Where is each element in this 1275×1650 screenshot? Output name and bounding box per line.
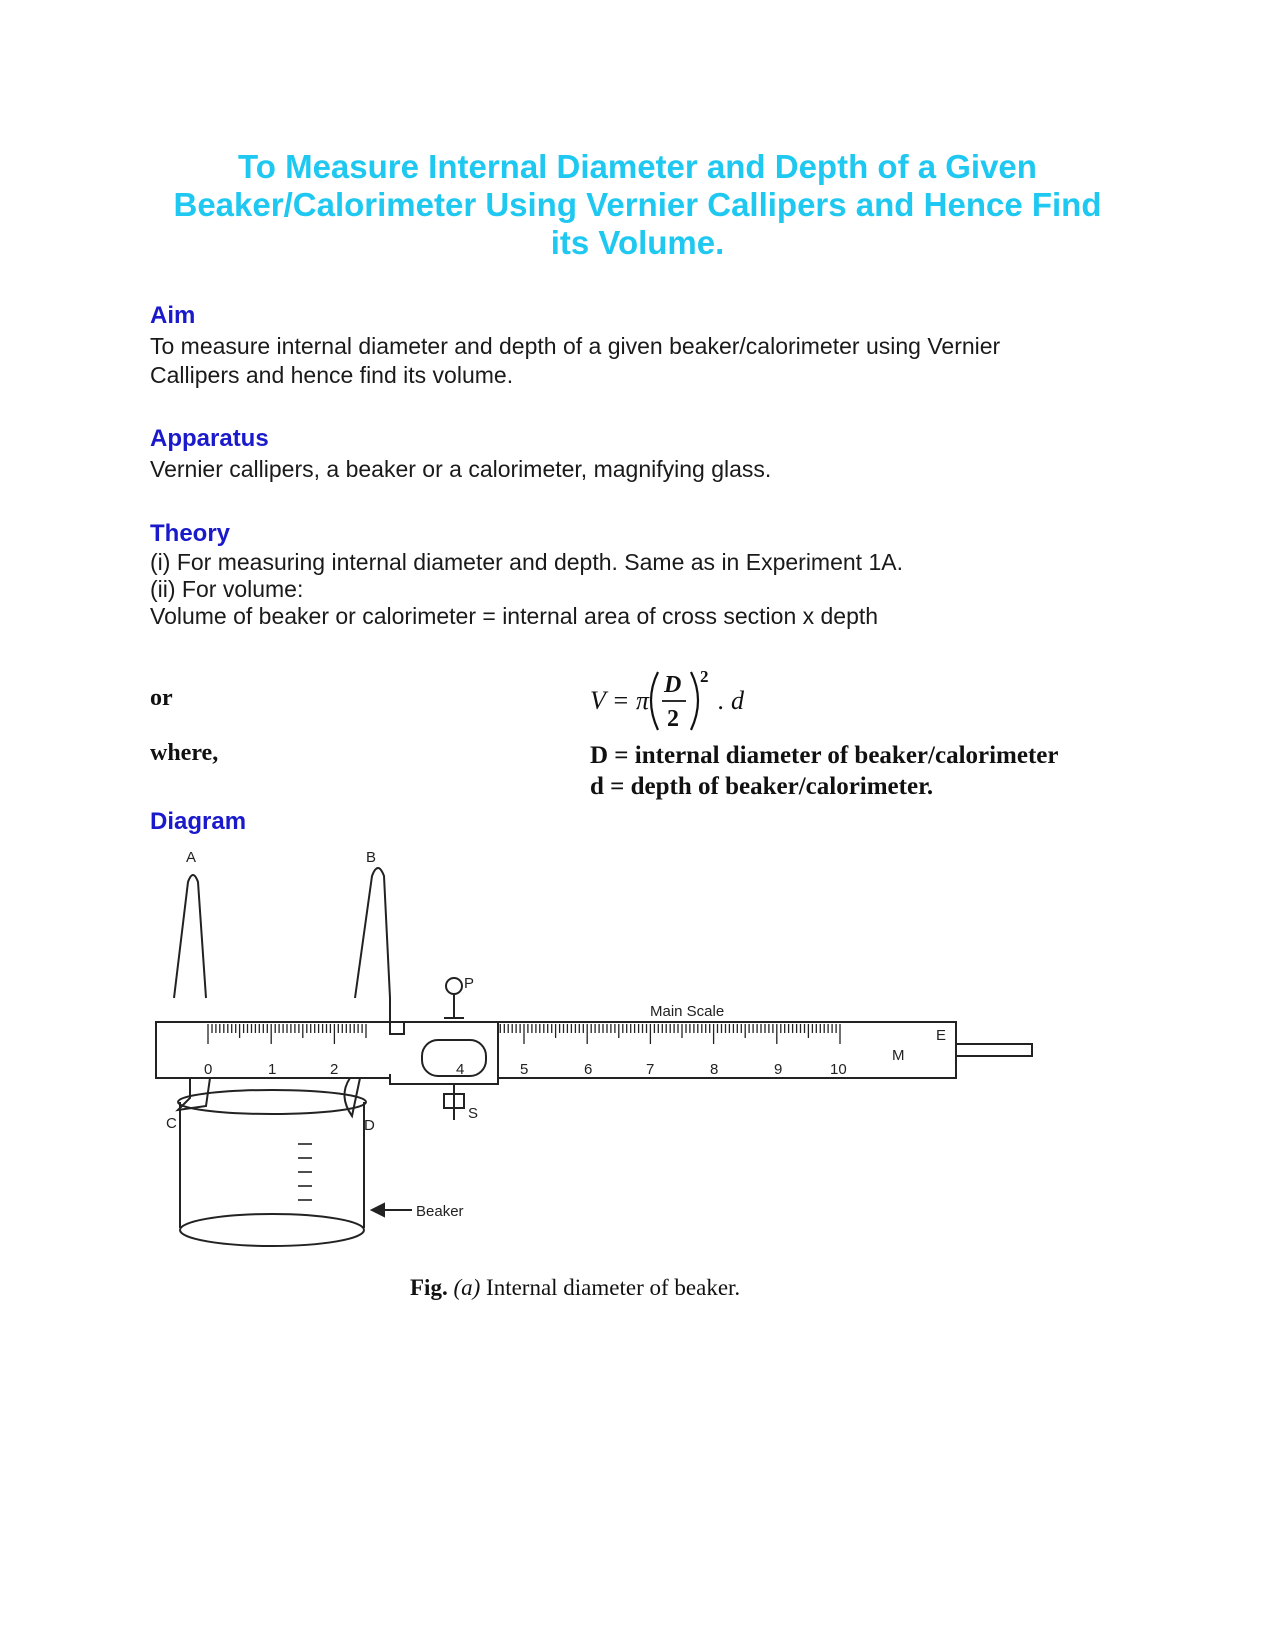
- upper-jaw-a: [174, 875, 206, 998]
- definition-diameter: D = internal diameter of beaker/calorimeter: [590, 742, 1059, 769]
- scale-number-8: 8: [710, 1061, 719, 1078]
- beaker-graduations: [298, 1144, 312, 1200]
- theory-heading: Theory: [150, 520, 231, 547]
- or-label: or: [150, 685, 173, 711]
- apparatus-text: Vernier callipers, a beaker or a calorimeter, magnifying glass.: [150, 456, 772, 482]
- beaker-pointer-arrowhead: [372, 1204, 384, 1216]
- upper-jaw-b: [355, 868, 390, 998]
- diagram-heading: Diagram: [150, 808, 247, 835]
- formula-exponent: 2: [700, 667, 709, 686]
- scale-number-9: 9: [774, 1061, 783, 1078]
- caption-bold: Fig.: [410, 1275, 448, 1300]
- caption-text: Internal diameter of beaker.: [480, 1275, 741, 1300]
- formula-numerator: D: [664, 672, 682, 698]
- label-p: P: [464, 975, 475, 992]
- aim-heading: Aim: [150, 302, 196, 329]
- vernier-window: [422, 1040, 486, 1076]
- scale-number-1: 1: [268, 1061, 277, 1078]
- volume-formula: [590, 662, 790, 742]
- formula-denominator: 2: [667, 706, 679, 732]
- formula-tail: . d: [718, 686, 744, 715]
- scale-number-7: 7: [646, 1061, 655, 1078]
- label-main-scale: Main Scale: [650, 1003, 725, 1020]
- label-c: C: [166, 1115, 177, 1132]
- variable-definitions: [590, 740, 1059, 802]
- scale-number-5: 5: [520, 1061, 529, 1078]
- beaker-base: [180, 1214, 364, 1246]
- label-e: E: [936, 1027, 947, 1044]
- depth-rod: [956, 1044, 1032, 1056]
- theory-line-2: (ii) For volume:: [150, 576, 304, 602]
- label-d: D: [364, 1117, 375, 1134]
- definition-depth: d = depth of beaker/calorimeter.: [590, 773, 934, 800]
- figure-caption: [410, 1275, 740, 1301]
- apparatus-heading: Apparatus: [150, 425, 269, 452]
- theory-text: [150, 548, 903, 631]
- scale-number-4: 4: [456, 1061, 465, 1078]
- scale-number-0: 0: [204, 1061, 213, 1078]
- label-a: A: [186, 849, 197, 866]
- title-line-3: its Volume.: [550, 224, 725, 261]
- page-title: [150, 148, 1125, 262]
- title-line-2: Beaker/Calorimeter Using Vernier Callipers and Hence Find: [173, 186, 1102, 223]
- aim-line-2: Callipers and hence find its volume.: [150, 362, 514, 388]
- label-m: M: [892, 1047, 905, 1064]
- theory-line-3: Volume of beaker or calorimeter = internal area of cross section x depth: [150, 603, 879, 629]
- label-b: B: [366, 849, 377, 866]
- scale-number-2: 2: [330, 1061, 339, 1078]
- screw-p-head: [446, 978, 462, 994]
- scale-number-6: 6: [584, 1061, 593, 1078]
- label-s: S: [468, 1105, 479, 1122]
- label-beaker: Beaker: [416, 1203, 464, 1220]
- aim-text: [150, 332, 1000, 390]
- caption-italic: (a): [453, 1275, 481, 1300]
- title-line-1: To Measure Internal Diameter and Depth of a Given: [238, 148, 1037, 185]
- scale-number-10: 10: [830, 1061, 847, 1078]
- formula-left-paren: [651, 672, 658, 730]
- theory-line-1: (i) For measuring internal diameter and depth. Same as in Experiment 1A.: [150, 549, 903, 575]
- where-label: where,: [150, 740, 219, 766]
- aim-line-1: To measure internal diameter and depth of a given beaker/calorimeter using Vernier: [150, 333, 1001, 359]
- vernier-calliper-diagram: [150, 838, 1050, 1248]
- formula-lhs: V = π: [590, 686, 649, 715]
- formula-right-paren: [691, 672, 698, 730]
